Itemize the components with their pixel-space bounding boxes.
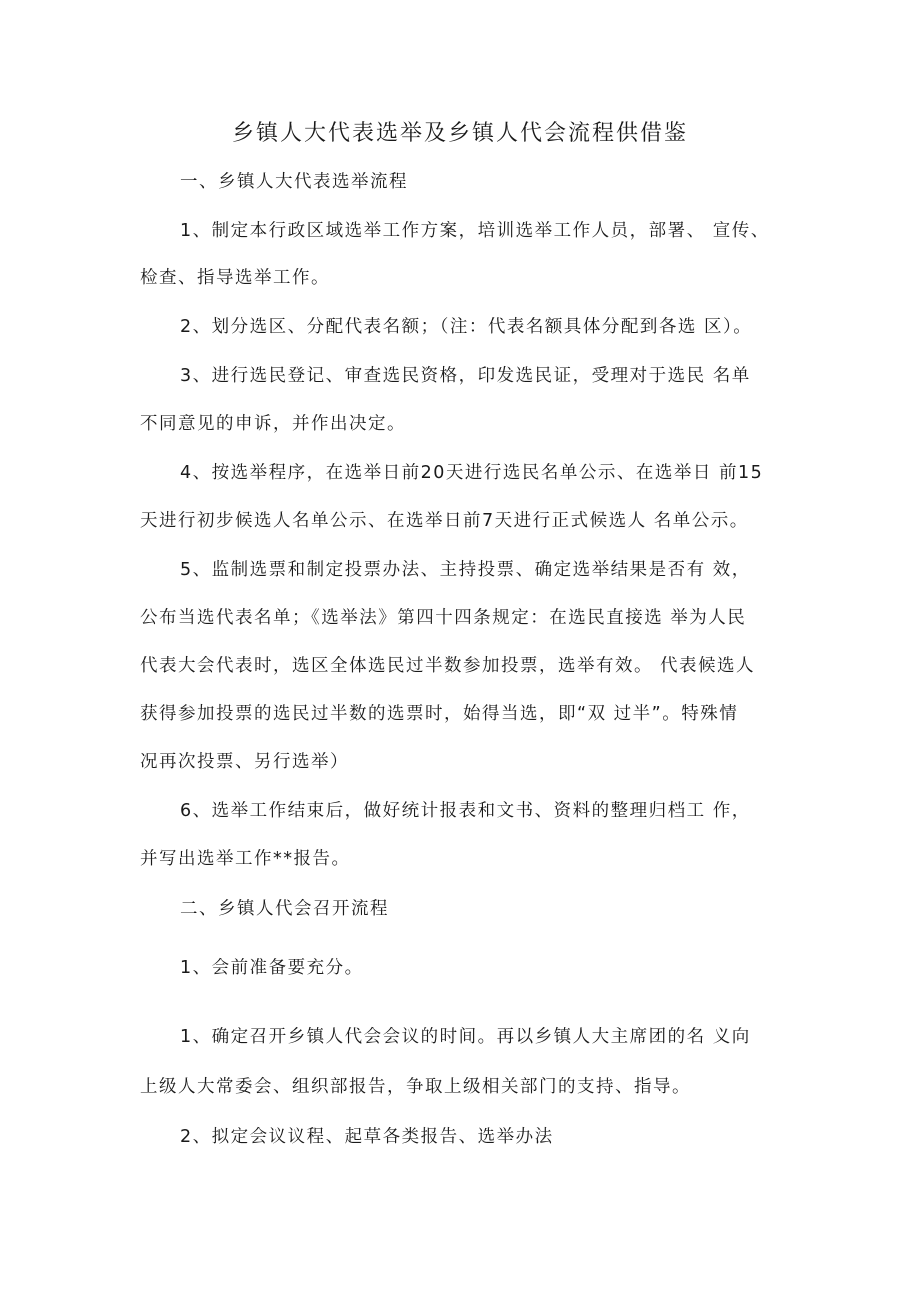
paragraph-line: 获得参加投票的选民过半数的选票时，始得当选，即“双 过半”。特殊情 (140, 704, 739, 724)
paragraph-line: 公布当选代表名单；《选举法》第四十四条规定：在选民直接选 举为人民 (140, 608, 747, 628)
paragraph-line: 天进行初步候选人名单公示、在选举日前7天进行正式候选人 名单公示。 (140, 511, 749, 531)
paragraph-line: 况再次投票、另行选举） (140, 752, 349, 772)
paragraph-line: 代表大会代表时，选区全体选民过半数参加投票，选举有效。 代表候选人 (140, 656, 756, 676)
paragraph-line: 2、划分选区、分配代表名额；（注：代表名额具体分配到各选 区）。 (180, 317, 753, 337)
paragraph-line: 1、确定召开乡镇人代会会议的时间。再以乡镇人大主席团的名 义向 (180, 1027, 751, 1047)
paragraph-line: 不同意见的申诉，并作出决定。 (140, 414, 406, 434)
paragraph-line: 1、制定本行政区域选举工作方案，培训选举工作人员，部署、 宣传、 (180, 221, 770, 241)
paragraph-line: 并写出选举工作**报告。 (140, 849, 351, 869)
paragraph-line: 2、拟定会议议程、起草各类报告、选举办法 (180, 1127, 554, 1147)
sub-heading: 1、会前准备要充分。 (180, 958, 364, 978)
paragraph-line: 3、进行选民登记、审查选民资格，印发选民证，受理对于选民 名单 (180, 366, 751, 386)
paragraph-line: 6、选举工作结束后，做好统计报表和文书、资料的整理归档工 作， (180, 801, 751, 821)
document-title: 乡镇人大代表选举及乡镇人代会流程供借鉴 (231, 121, 688, 146)
section-heading-2: 二、乡镇人代会召开流程 (180, 899, 389, 919)
paragraph-line: 上级人大常委会、组织部报告，争取上级相关部门的支持、指导。 (140, 1077, 691, 1097)
paragraph-line: 检查、指导选举工作。 (140, 268, 330, 288)
paragraph-line: 4、按选举程序，在选举日前20天进行选民名单公示、在选举日 前15 (180, 463, 764, 483)
paragraph-line: 5、监制选票和制定投票办法、主持投票、确定选举结果是否有 效， (180, 560, 751, 580)
section-heading-1: 一、乡镇人大代表选举流程 (180, 172, 408, 192)
